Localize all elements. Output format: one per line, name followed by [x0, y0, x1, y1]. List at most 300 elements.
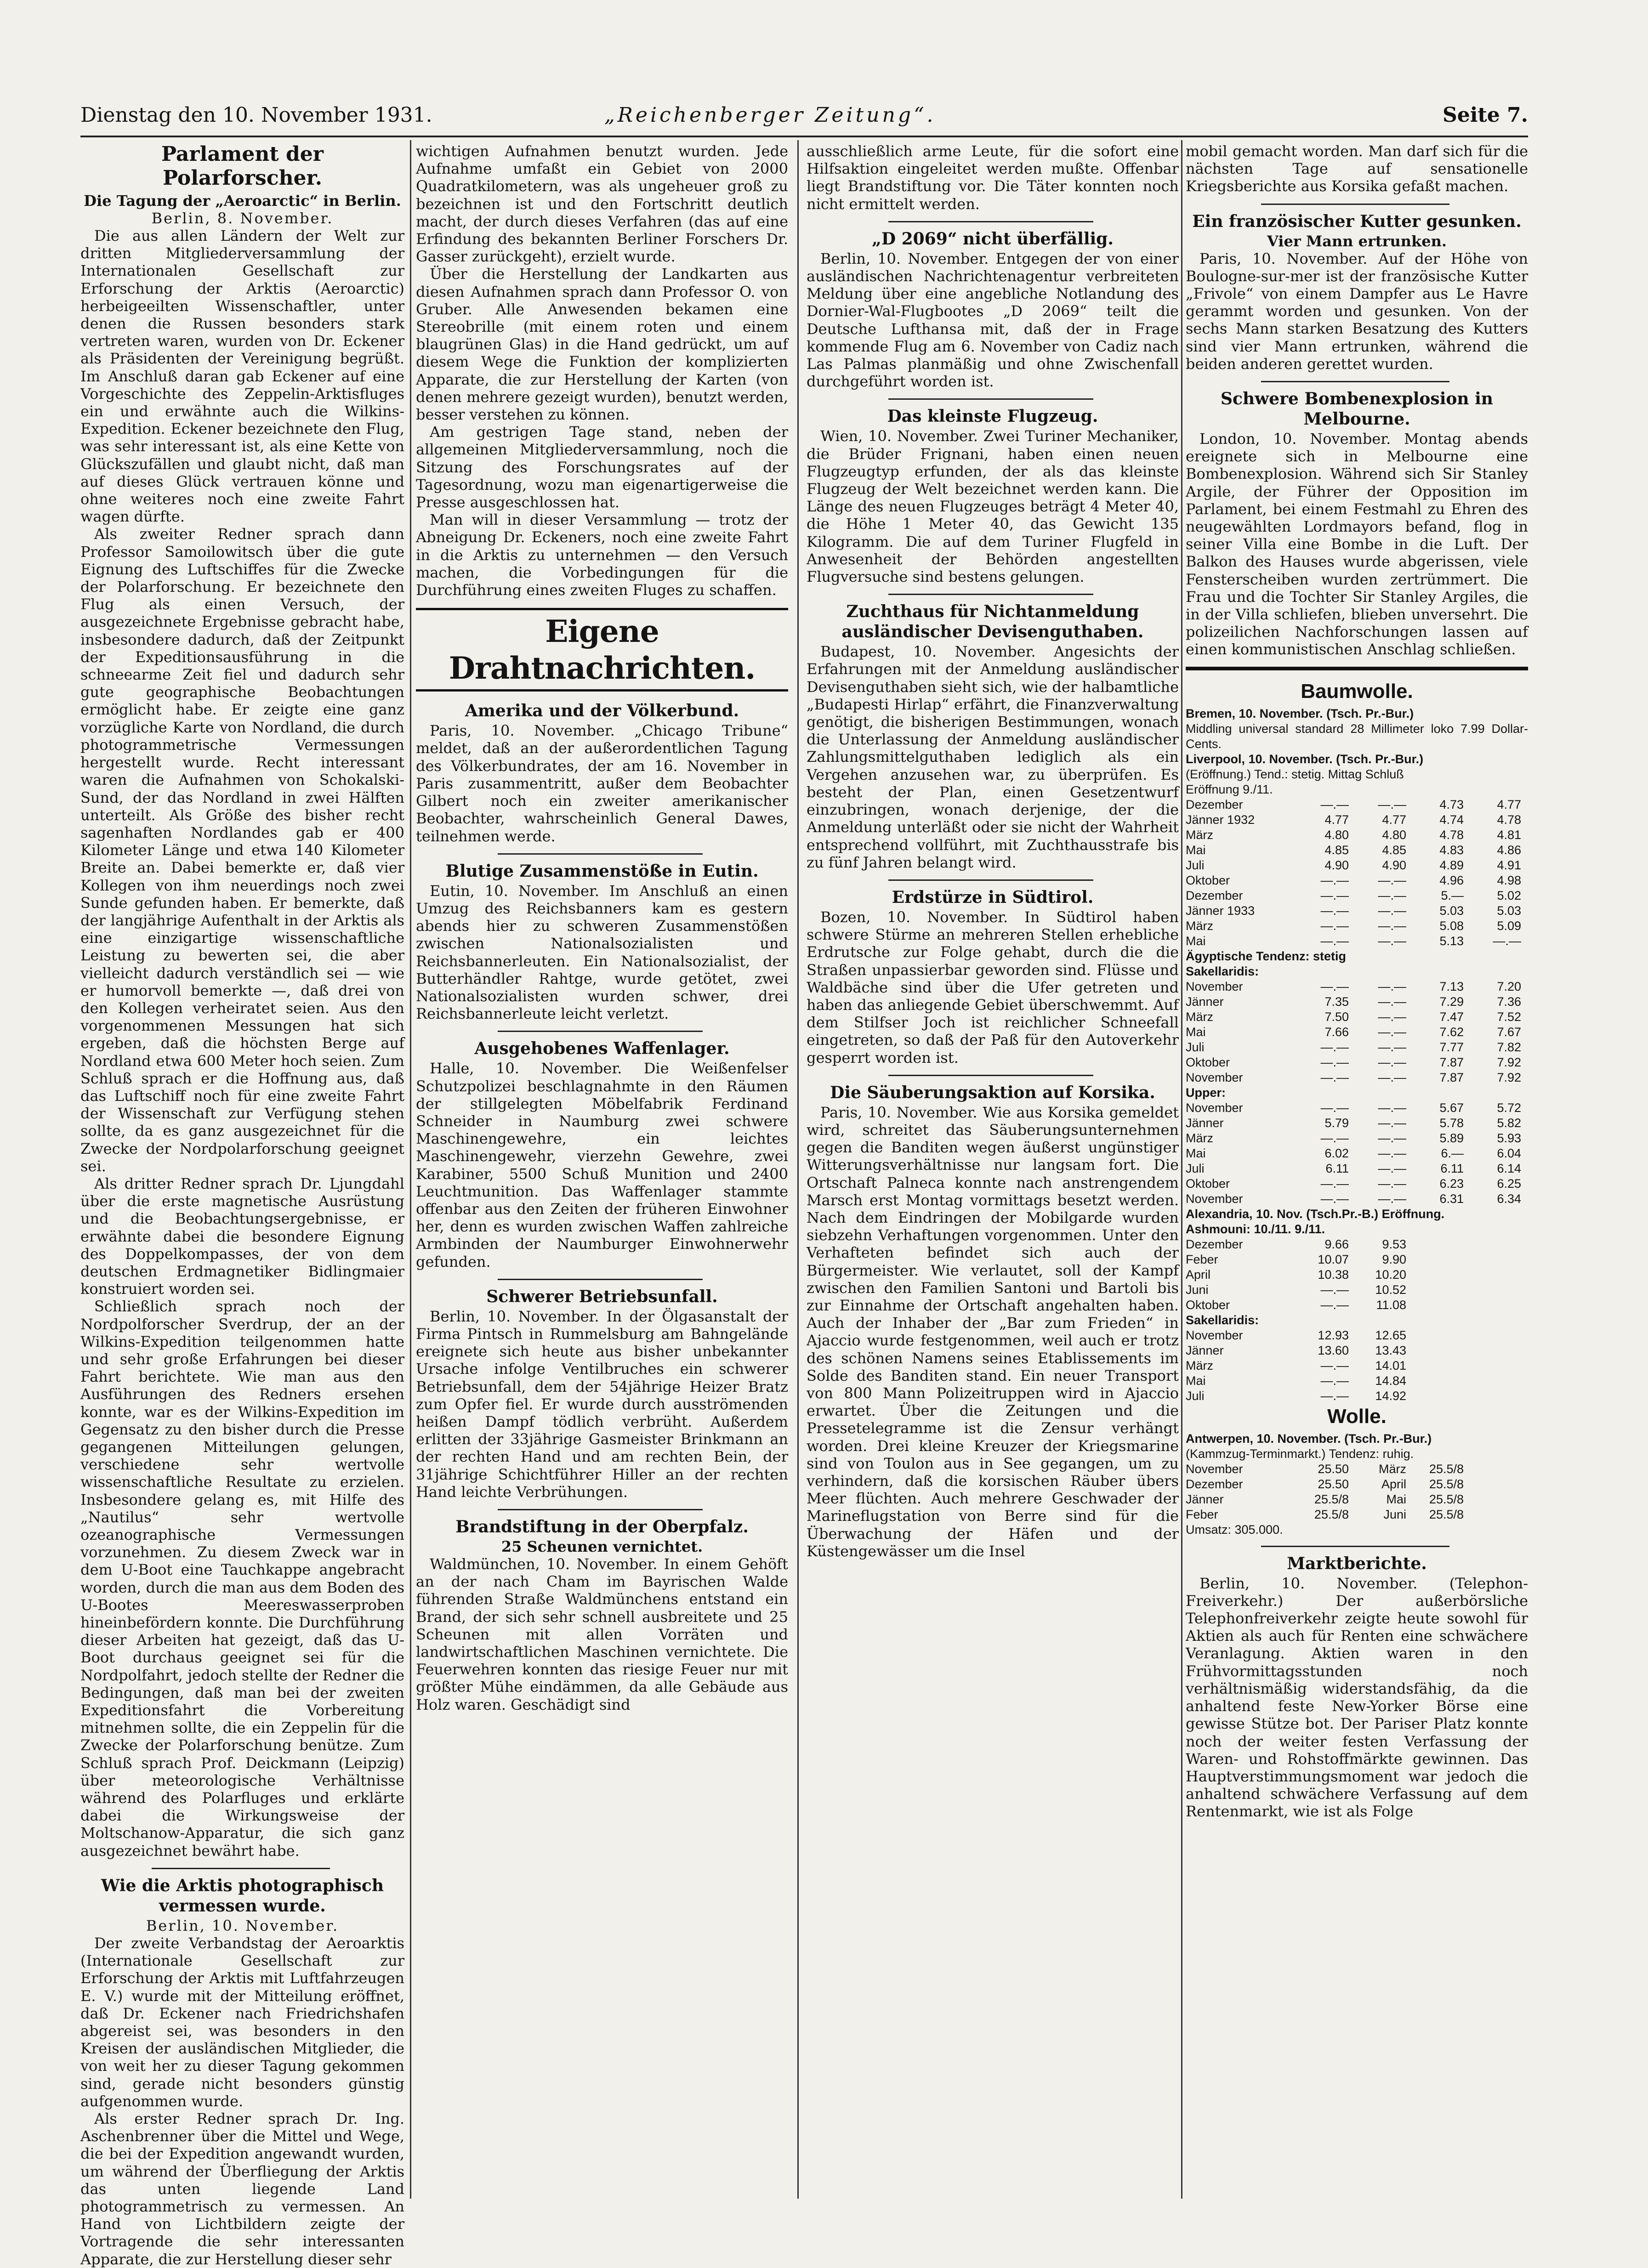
market-value: 14.01: [1375, 1358, 1406, 1372]
market-row: [1186, 1146, 1528, 1161]
market-month: Feber: [1186, 1507, 1218, 1521]
market-row: [1186, 828, 1528, 843]
market-value: 4.91: [1497, 858, 1521, 872]
article-paragraph: Schließlich sprach noch der Nordpolforscher Sverdrup, der an der Wilkins-Expedition teilgenommen hatte und sehr große Erfahrungen bei dieser Fahrt berichtete. Wie man aus den Ausführungen des Redners ersehen konnte, war es der Wilkins-Expedition im Gegensatz zu den bisher durch die Presse gegangenen Mitteilungen gelungen, verschiedene sehr wertvolle wissenschaftliche Resultate zu erzielen. Insbesondere gelang es, mit Hilfe des „Nautilus“ sehr wertvolle ozeanographische Vermessungen vorzunehmen. Zu diesem Zweck war in dem U-Boot eine Tauchkappe angebracht worden, durch die man aus dem Boden des U-Bootes Meereswasserproben hineinbefördern konnte. Die Durchführung dieser Arbeiten hat gezeigt, daß das U-Boot durchaus geeignet sei für die Nordpolfahrt, jedoch stellte der Redner die Bedingungen, daß man bei der zweiten Expeditionsfahrt die Vorbereitung mitnehmen sollte, die ein Zeppelin für die Zwecke der Polarforschung benütze. Zum Schluß sprach Prof. Deickmann (Leipzig) über meteorologische Verhältnisse während des Polarfluges und erklärte dabei die Wirkungsweise der Moltschanow-Apparatur, die sich ganz ausgezeichnet bewährt habe.: [80, 1298, 404, 1860]
separator-rule: [1261, 1546, 1449, 1547]
market-value: März: [1379, 1462, 1406, 1476]
market-month: Mai: [1186, 843, 1206, 857]
market-value: —.—: [1320, 888, 1349, 902]
separator-rule: [888, 398, 1093, 400]
cotton-market-report: [1186, 679, 1528, 1537]
market-value: 6.31: [1439, 1191, 1464, 1206]
market-value: —.—: [1378, 994, 1406, 1009]
market-month: März: [1186, 919, 1213, 933]
market-value: —.—: [1378, 1009, 1406, 1024]
market-month: November: [1186, 1462, 1243, 1476]
market-month: Mai: [1186, 1373, 1206, 1388]
article-title: Das kleinste Flugzeug.: [887, 407, 1098, 426]
market-row: [1186, 1492, 1528, 1507]
market-month: Mai: [1186, 1146, 1206, 1160]
market-value: 25.50: [1318, 1477, 1349, 1491]
column-1: [80, 142, 404, 2268]
market-value: 5.—: [1441, 888, 1464, 902]
market-month: Oktober: [1186, 1055, 1230, 1069]
market-month: Jänner 1932: [1186, 812, 1255, 827]
market-text: (Kammzug-Terminmarkt.) Tendenz: ruhig.: [1186, 1446, 1414, 1461]
market-value: 5.03: [1497, 903, 1521, 918]
market-value: 25.5/8: [1429, 1507, 1464, 1521]
market-month: Dezember: [1186, 1237, 1243, 1251]
article-title: Blutige Zusammenstöße in Eutin.: [445, 861, 759, 881]
market-value: Mai: [1386, 1492, 1406, 1506]
market-section: Sakellaridis:: [1186, 1313, 1259, 1327]
article-paragraph: Berlin, 10. November. In der Ölgasanstalt der Firma Pintsch in Rummelsburg am Bahngelände ereignete sich heute aus bisher unbekannter Ursache infolge Ventilbruches ein schwerer Betriebsunfall, dem der 54jährige Heizer Bratz zum Opfer fiel. Er wurde durch ausströmenden heißen Dampf tödlich verbrüht. Außerdem erlitten der 33jährige Gasmeister Brinkmann an der rechten Hand und am rechten Bein, der 31jährige Schichtführer Hiller an der rechten Hand leichte Verbrühungen.: [416, 1307, 788, 1501]
market-value: 7.52: [1497, 1009, 1521, 1024]
market-month: Oktober: [1186, 1176, 1230, 1191]
market-value: 4.89: [1439, 858, 1464, 872]
market-value: 6.34: [1497, 1191, 1521, 1206]
market-value: 7.50: [1324, 1009, 1349, 1024]
article-title: Ausgehobenes Waffenlager.: [474, 1039, 730, 1059]
header-page-number: Seite 7.: [1442, 103, 1528, 127]
market-value: —.—: [1320, 797, 1349, 811]
market-text: Middling universal standard 28 Millimeter loko 7.99 Dollar-Cents.: [1186, 721, 1528, 751]
market-value: 4.90: [1324, 858, 1349, 872]
market-source: Bremen, 10. November. (Tsch. Pr.-Bur.): [1186, 706, 1414, 720]
market-row: [1186, 1025, 1528, 1040]
market-value: —.—: [1378, 1070, 1406, 1084]
article-paragraph: Bozen, 10. November. In Südtirol haben schwere Stürme an mehreren Stellen erhebliche Erdrutsche zur Folge gehabt, durch die die Straßen unpassierbar geworden sind. Flüsse und Waldbäche sind über die Ufer getreten und haben das anliegende Gebiet überschwemmt. Auf dem Stilfser Joch ist reichlicher Schneefall eingetreten, so daß der Paß für den Autoverkehr gesperrt worden ist.: [807, 908, 1179, 1066]
market-month: November: [1186, 1191, 1243, 1206]
market-value: —.—: [1378, 1100, 1406, 1115]
article-dateline: Berlin, 10. November.: [146, 1916, 339, 1934]
market-value: April: [1381, 1477, 1406, 1491]
separator-rule: [498, 1509, 703, 1510]
column-divider: [1181, 140, 1182, 2199]
market-month: Dezember: [1186, 888, 1243, 902]
market-value: 25.5/8: [1429, 1492, 1464, 1506]
article-paragraph: Berlin, 10. November. (Telephon-Freiverkehr.) Der außerbörsliche Telephonfreiverkehr zeigte heute sowohl für Aktien als auch für Renten eine schwächere Veranlagung. Aktien waren in den Frühvormittagsstunden noch verhältnismäßig widerstandsfähig, da die anhaltend feste New-Yorker Börse eine gewisse Stütze bot. Der Pariser Platz konnte noch der weiter festen Verfassung der Waren- und Rohstoffmärkte gewinnen. Das Hauptverstimmungsmoment war jedoch die anhaltend schwächere Verfassung auf dem Rentenmarkt, wie ist als Folge: [1186, 1574, 1528, 1820]
article-paragraph: Paris, 10. November. Auf der Höhe von Boulogne-sur-mer ist der französische Kutter „Frivole“ von einem Dampfer aus Le Havre gerammt worden und gesunken. Von der sechs Mann starken Besatzung des Kutters sind vier Mann ertrunken, während die beiden anderen gerettet wurden.: [1186, 249, 1528, 373]
market-value: —.—: [1378, 1116, 1406, 1130]
market-value: 12.65: [1375, 1328, 1406, 1342]
market-month: Jänner 1933: [1186, 903, 1255, 918]
article-paragraph: ausschließlich arme Leute, für die sofort eine Hilfsaktion eingeleitet werden mußte. Offenbar liegt Brandstiftung vor. Die Täter konnten noch nicht ermittelt werden.: [807, 142, 1179, 213]
section-banner: [416, 608, 788, 692]
market-value: 4.81: [1497, 828, 1521, 842]
market-month: Mai: [1186, 934, 1206, 948]
market-row: [1186, 1252, 1528, 1267]
separator-rule: [498, 853, 703, 855]
market-value: 6.11: [1325, 1161, 1349, 1175]
article-paragraph: London, 10. November. Montag abends ereignete sich in Melbourne eine Bombenexplosion. Während sich Sir Stanley Argile, der Führer der Opposition im Parlament, bei einem Festmahl zu Ehren des neugewählten Lordmayors befand, flog in seiner Villa eine Bombe in die Luft. Der Balkon des Hauses wurde abgerissen, viele Fensterscheiben wurden zertrümmert. Die Frau und die Tochter Sir Stanley Argiles, die in der Villa schliefen, blieben unversehrt. Die polizeilichen Nachforschungen lassen auf einen kommunistischen Anschlag schließen.: [1186, 430, 1528, 658]
market-value: 5.82: [1497, 1116, 1521, 1130]
market-row: [1186, 1358, 1528, 1373]
market-value: —.—: [1320, 934, 1349, 948]
market-value: —.—: [1378, 1055, 1406, 1069]
market-value: 7.92: [1497, 1070, 1521, 1084]
market-value: 14.92: [1375, 1389, 1406, 1403]
market-month: Jänner: [1186, 1343, 1224, 1357]
article-paragraph: Am gestrigen Tage stand, neben der allgemeinen Mitgliederversammlung, noch die Sitzung des Forschungsrates auf der Tagesordnung, wozu man eigenartigerweise die Presse ausgeschlossen hat.: [416, 423, 788, 511]
market-value: 4.78: [1497, 812, 1521, 827]
article-paragraph: Als dritter Redner sprach Dr. Ljungdahl über die erste magnetische Ausrüstung und die Beobachtungsergebnisse, er erwähnte dabei die besondere Eignung des Doppelkompasses, der von dem deutschen Erdmagnetiker Bidlingmaier konstruiert worden sei.: [80, 1174, 404, 1298]
article-paragraph: Berlin, 10. November. Entgegen der von einer ausländischen Nachrichtenagentur verbreiteten Meldung über eine angebliche Notlandung des Dornier-Wal-Flugbootes „D 2069“ teilt die Deutsche Lufthansa mit, daß der in Frage kommende Flug am 6. November von Cadiz nach Las Palmas planmäßig und ohne Zwischenfall durchgeführt worden ist.: [807, 249, 1179, 391]
separator-rule: [498, 1279, 703, 1280]
market-value: 25.5/8: [1314, 1507, 1349, 1521]
market-value: 5.67: [1439, 1100, 1464, 1115]
market-month: Juli: [1186, 858, 1205, 872]
market-value: 14.84: [1375, 1373, 1406, 1388]
market-month: April: [1186, 1267, 1211, 1281]
market-value: 13.43: [1375, 1343, 1406, 1357]
market-row: [1186, 1176, 1528, 1191]
market-value: 6.02: [1324, 1146, 1349, 1160]
ashmouni-table: [1186, 1237, 1528, 1313]
market-value: —.—: [1320, 1055, 1349, 1069]
article-paragraph: Budapest, 10. November. Angesichts der Erfahrungen mit der Anmeldung ausländischer Devisenguthaben sieht sich, wie der halbamtliche „Budapesti Hirlap“ erfährt, die Finanzverwaltung genötigt, die bisherigen Bestimmungen, wonach die Unterlassung der Anmeldung ausländischer Zahlungsmittelguthaben lediglich als ein Vergehen anzusehen war, zu überprüfen. Es besteht der Plan, einen Gesetzentwurf einzubringen, wonach derjenige, der die Anmeldung unterläßt oder sie nicht der Wahrheit entsprechend vollführt, mit Zuchthausstrafe bis zu fünf Jahren belangt wird.: [807, 643, 1179, 871]
market-row: [1186, 1328, 1528, 1343]
market-row: [1186, 1070, 1528, 1085]
market-value: —.—: [1320, 919, 1349, 933]
market-row: [1186, 1282, 1528, 1298]
market-row: [1186, 919, 1528, 934]
header-date: Dienstag den 10. November 1931.: [80, 103, 432, 127]
market-value: —.—: [1320, 1373, 1349, 1388]
market-value: 4.85: [1382, 843, 1406, 857]
wool-table: [1186, 1462, 1528, 1522]
article-paragraph: Waldmünchen, 10. November. In einem Gehöft an der nach Cham im Bayrischen Walde führenden Straße Waldmünchens entstand ein Brand, der sich sehr schnell ausbreitete und 25 Scheunen mit allen Vorräten und landwirtschaftlichen Maschinen vernichtete. Die Feuerwehren konnten das riesige Feuer nur mit größter Mühe eindämmen, da alle Gebäude aus Holz waren. Geschädigt sind: [416, 1555, 788, 1713]
market-value: 4.77: [1324, 812, 1349, 827]
market-month: Oktober: [1186, 873, 1230, 887]
market-value: 13.60: [1318, 1343, 1349, 1357]
market-value: 4.77: [1382, 812, 1406, 827]
market-row: [1186, 858, 1528, 873]
market-value: 7.67: [1497, 1025, 1521, 1039]
market-row: [1186, 934, 1528, 949]
separator-rule: [498, 1031, 703, 1032]
market-month: Jänner: [1186, 1116, 1224, 1130]
market-value: 25.5/8: [1429, 1462, 1464, 1476]
market-month: März: [1186, 1009, 1213, 1024]
market-source: Antwerpen, 10. November. (Tsch. Pr.-Bur.): [1186, 1431, 1432, 1446]
market-month: Jänner: [1186, 1492, 1224, 1506]
article-title: Marktberichte.: [1287, 1554, 1427, 1573]
upper-table: [1186, 1100, 1528, 1207]
separator-rule: [888, 879, 1093, 881]
market-value: 7.29: [1439, 994, 1464, 1009]
market-value: —.—: [1378, 797, 1406, 811]
market-value: 7.66: [1324, 1025, 1349, 1039]
market-title: Wolle.: [1327, 1405, 1387, 1428]
market-value: 10.07: [1318, 1252, 1349, 1266]
market-columns: Eröffnung 9./11.: [1186, 782, 1273, 796]
market-row: [1186, 1191, 1528, 1207]
market-row: [1186, 1040, 1528, 1055]
article-title: Wie die Arktis photographisch vermessen wurde.: [101, 1876, 384, 1916]
market-month: März: [1186, 1131, 1213, 1145]
market-month: Feber: [1186, 1252, 1218, 1266]
market-value: 5.72: [1497, 1100, 1521, 1115]
market-month: November: [1186, 1070, 1243, 1084]
market-value: —.—: [1378, 919, 1406, 933]
market-title: Baumwolle.: [1301, 680, 1413, 703]
market-row: [1186, 1161, 1528, 1176]
article-dateline: Berlin, 8. November.: [151, 210, 334, 227]
market-value: 7.35: [1324, 994, 1349, 1009]
market-value: 6.11: [1440, 1161, 1464, 1175]
market-row: [1186, 812, 1528, 828]
separator-rule: [1261, 204, 1449, 205]
market-month: Dezember: [1186, 797, 1243, 811]
header-paper-name: „Reichenberger Zeitung“.: [604, 103, 936, 127]
market-value: 5.89: [1439, 1131, 1464, 1145]
market-row: [1186, 979, 1528, 994]
article-paragraph: Als erster Redner sprach Dr. Ing. Aschenbrenner über die Mittel und Wege, die bei der Expedition angewandt wurden, um während der Überfliegung der Arktis das unten liegende Land photogrammetrisch zu vermessen. An Hand von Lichtbildern zeigte der Vortragende die sehr interessanten Apparate, die zur Herstellung dieser sehr: [80, 2109, 404, 2268]
market-value: 7.87: [1439, 1070, 1464, 1084]
article-title: Brandstiftung in der Oberpfalz.: [455, 1517, 749, 1537]
market-value: 5.13: [1439, 934, 1464, 948]
article-title: Zuchthaus für Nichtanmeldung ausländischer Devisenguthaben.: [841, 602, 1144, 642]
market-value: —.—: [1378, 1191, 1406, 1206]
separator-rule: [888, 221, 1093, 222]
market-row: [1186, 843, 1528, 858]
market-row: [1186, 1100, 1528, 1116]
market-row: [1186, 1373, 1528, 1389]
market-value: 5.08: [1439, 919, 1464, 933]
market-value: 7.20: [1497, 979, 1521, 993]
market-value: 10.52: [1375, 1282, 1406, 1297]
article-title: Ein französischer Kutter gesunken.: [1192, 211, 1522, 231]
market-value: 5.03: [1439, 903, 1464, 918]
market-value: 10.20: [1375, 1267, 1406, 1281]
market-value: —.—: [1378, 1040, 1406, 1054]
liverpool-table: [1186, 797, 1528, 949]
market-value: 12.93: [1318, 1328, 1349, 1342]
sakellaridis-alex-table: [1186, 1328, 1528, 1404]
article-subtitle: Vier Mann ertrunken.: [1267, 232, 1447, 250]
market-value: 6.25: [1497, 1176, 1521, 1191]
market-value: 7.36: [1497, 994, 1521, 1009]
column-3: [807, 142, 1179, 2196]
market-value: 7.87: [1439, 1055, 1464, 1069]
market-value: —.—: [1320, 1131, 1349, 1145]
market-value: —.—: [1320, 979, 1349, 993]
market-value: 5.02: [1497, 888, 1521, 902]
market-value: 9.53: [1382, 1237, 1406, 1251]
article-title: Die Säuberungsaktion auf Korsika.: [830, 1083, 1155, 1102]
market-value: —.—: [1378, 934, 1406, 948]
market-value: Juni: [1383, 1507, 1406, 1521]
market-row: [1186, 1507, 1528, 1522]
separator-rule: [888, 594, 1093, 595]
market-value: 4.77: [1497, 797, 1521, 811]
market-month: Juli: [1186, 1161, 1205, 1175]
article-paragraph: Die aus allen Ländern der Welt zur dritten Mitgliederversammlung der Internationalen Gesellschaft zur Erforschung der Arktis (Aeroarctic) herbeigeeilten Wissenschaftler, unter denen die Russen besonders stark vertreten waren, wurden von Dr. Eckener als Präsidenten der Vereinigung begrüßt. Im Anschluß daran gab Eckener auf eine Vorgeschichte des Zeppelin-Arktisfluges ein und erwähnte auch die Wilkins-Expedition. Eckener bezeichnete den Flug, was sehr interessant ist, als eine Kette von Glückszufällen und glaubt nicht, daß man auf dieses Glück vertrauen könne und ohne weiteres noch eine zweite Fahrt wagen dürfte.: [80, 227, 404, 526]
market-value: 7.77: [1439, 1040, 1464, 1054]
market-value: 9.90: [1382, 1252, 1406, 1266]
market-month: November: [1186, 979, 1243, 993]
market-value: —.—: [1320, 1040, 1349, 1054]
market-value: 5.79: [1324, 1116, 1349, 1130]
market-value: —.—: [1320, 1191, 1349, 1206]
market-value: 11.08: [1376, 1298, 1406, 1312]
article-title: Schwerer Betriebsunfall.: [486, 1287, 718, 1306]
market-value: —.—: [1320, 873, 1349, 887]
market-value: 7.47: [1439, 1009, 1464, 1024]
market-month: Dezember: [1186, 1477, 1243, 1491]
section-rule: [1186, 667, 1528, 670]
market-value: 5.09: [1497, 919, 1521, 933]
article-paragraph: Eutin, 10. November. Im Anschluß an einen Umzug des Reichsbanners kam es gestern abends hier zu schweren Zusammenstößen zwischen Nationalsozialisten und Reichsbannerleuten. Ein Nationalsozialist, der Butterhändler Rahtge, wurde getötet, zwei Nationalsozialisten wurden schwer, drei Reichsbannerleute leicht verletzt.: [416, 882, 788, 1023]
market-value: —.—: [1320, 1358, 1349, 1372]
separator-rule: [888, 1075, 1093, 1076]
market-value: 7.92: [1497, 1055, 1521, 1069]
market-value: —.—: [1320, 1298, 1349, 1312]
market-source: Alexandria, 10. Nov. (Tsch.Pr.-B.) Eröffnung.: [1186, 1207, 1445, 1221]
article-paragraph: Der zweite Verbandstag der Aeroarktis (Internationale Gesellschaft zur Erforschung der Arktis mit Luftfahrzeugen E. V.) wurde mit der Mitteilung eröffnet, daß Dr. Eckener nach Friedrichshafen abgereist sei, was besonders in den Kreisen der ausländischen Mitglieder, die von weit her zu dieser Tagung gekommen sind, gerade nicht besonders günstig aufgenommen wurde.: [80, 1934, 404, 2110]
section-title: Eigene Drahtnachrichten.: [449, 613, 756, 686]
article-paragraph: Als zweiter Redner sprach dann Professor Samoilowitsch über die gute Eignung des Luftschiffes für die Zwecke der Polarforschung. Er bezeichnete den Flug als einen Versuch, der ausgezeichnete Ergebnisse gebracht habe, insbesondere dadurch, daß der Zeitpunkt der Expeditionsausführung in die schneearme Zeit fiel und dadurch sehr gute geographische Beobachtungen ermöglicht habe. Er zeigte eine ganz vorzügliche Karte von Nordland, die durch photogrammetrische Vermessungen hergestellt wurde. Recht interessant waren die Aufnahmen von Schokalski-Sund, der das Nordland in zwei Hälften unterteilt. Als Größe des bisher recht sagenhaften Nordlandes gab er 400 Kilometer Länge und etwa 140 Kilometer Breite an. Dabei bemerkte er, daß vier Kollegen von ihm neuerdings noch zwei Sunde gefunden haben. Er bemerkte, daß der langjährige Aufenthalt in der Arktis als eine einzigartige wissenschaftliche Leistung zu bewerten sei, die aber vielleicht dadurch verständlich sei — wie er humorvoll bemerkte —, daß drei von den Kollegen verheiratet seien. Aus den vorgenommenen Messungen hat sich ergeben, daß die höchsten Berge auf Nordland etwa 600 Meter hoch seien. Zum Schluß sprach er die Hoffnung aus, daß das Luftschiff noch für eine zweite Fahrt der Wissenschaft zur Verfügung stehen sollte, da es ganz ausgezeichnet für die Zwecke der Nordpolarforschung geeignet sei.: [80, 525, 404, 1175]
market-row: [1186, 1009, 1528, 1025]
article-paragraph: Paris, 10. November. Wie aus Korsika gemeldet wird, schreitet das Säuberungsunternehmen gegen die Banditen wegen äußerst ungünstiger Witterungsverhältnisse nur langsam fort. Die Ortschaft Palneca konnte nach anstrengendem Marsch erst Montag vormittags besetzt werden. Nach dem Eindringen der Mobilgarde wurden siebzehn Verhaftungen vorgenommen. Unter den Verhafteten befindet sich auch der Bürgermeister. Wie verlautet, soll der Kampf zwischen den Familien Santoni und Bartoli bis zur Einnahme der Ortschaft angehalten haben. Auch der Inhaber der „Bar zum Frieden“ in Ajaccio wurde festgenommen, weil auch er trotz des schönen Namens seines Etablissements im Solde des Banditen stand. Ein neuer Transport von 800 Mann Polizeitruppen wird in Ajaccio erwartet. Über die Zeitungen und die Pressetelegramme ist die Zensur verhängt worden. Drei kleine Kreuzer der Kriegsmarine sind von Toulon aus in See gegangen, um zu verhindern, daß die korsischen Räuber übers Meer flüchten. Auch mehrere Geschwader der Marineflugstation von Berre sind für die Überwachung der Häfen und der Küstengewässer um die Insel: [807, 1103, 1179, 1560]
market-value: 4.86: [1497, 843, 1521, 857]
market-month: Jänner: [1186, 994, 1224, 1009]
market-value: —.—: [1378, 903, 1406, 918]
header-rule: [80, 136, 1528, 137]
article-subtitle: 25 Scheunen vernichtet.: [501, 1538, 703, 1555]
market-row: [1186, 1131, 1528, 1146]
market-section: Ashmouni: 10./11. 9./11.: [1186, 1222, 1325, 1236]
article-paragraph: Wien, 10. November. Zwei Turiner Mechaniker, die Brüder Frignani, haben einen neuen Flugzeugtyp erfunden, der als das kleinste Flugzeug der Welt bezeichnet werden kann. Die Länge des neuen Flugzeuges beträgt 4 Meter 40, die Höhe 1 Meter 40, das Gewicht 135 Kilogramm. Die auf dem Turiner Flugfeld in Anwesenheit der Behörden angestellten Flugversuche sind bestens gelungen.: [807, 427, 1179, 586]
market-row: [1186, 994, 1528, 1009]
article-title: Schwere Bombenexplosion in Melbourne.: [1221, 389, 1493, 429]
market-month: Juli: [1186, 1040, 1205, 1054]
separator-rule: [152, 1868, 330, 1869]
market-row: [1186, 888, 1528, 903]
market-value: —.—: [1378, 1176, 1406, 1191]
market-value: —.—: [1378, 1025, 1406, 1039]
market-value: —.—: [1320, 1282, 1349, 1297]
market-value: —.—: [1378, 873, 1406, 887]
market-value: 25.5/8: [1429, 1477, 1464, 1491]
market-value: 4.78: [1439, 828, 1464, 842]
market-row: [1186, 1267, 1528, 1282]
article-paragraph: mobil gemacht worden. Man darf sich für die nächsten Tage auf sensationelle Kriegsberichte aus Korsika gefaßt machen.: [1186, 142, 1528, 195]
market-source: Liverpool, 10. November. (Tsch. Pr.-Bur.): [1186, 752, 1424, 766]
market-row: [1186, 1237, 1528, 1252]
market-value: 25.50: [1318, 1462, 1349, 1476]
article-paragraph: Halle, 10. November. Die Weißenfelser Schutzpolizei beschlagnahmte in den Räumen der stillgelegten Möbelfabrik Ferdinand Schneider in Naumburg zwei schwere Maschinengewehre, ein leichtes Maschinengewehr, vierzehn Gewehre, zwei Karabiner, 5500 Schuß Munition und 2400 Leuchtmunition. Das Waffenlager stammte offenbar aus den Zeiten der früheren Einwohner her, denn es wurden zwischen Waffen zahlreiche Armbinden der Naumburger Einwohnerwehr gefunden.: [416, 1060, 788, 1270]
market-month: Juni: [1186, 1282, 1209, 1297]
market-month: März: [1186, 828, 1213, 842]
article-subtitle: Die Tagung der „Aeroarctic“ in Berlin.: [84, 192, 401, 210]
market-row: [1186, 1477, 1528, 1492]
market-row: [1186, 903, 1528, 919]
market-row: [1186, 1462, 1528, 1477]
market-text: Umsatz: 305.000.: [1186, 1522, 1283, 1537]
market-row: [1186, 1298, 1528, 1313]
market-value: 4.83: [1439, 843, 1464, 857]
market-value: 9.66: [1324, 1237, 1349, 1251]
market-value: —.—: [1320, 903, 1349, 918]
market-row: [1186, 1343, 1528, 1358]
market-value: 4.80: [1382, 828, 1406, 842]
article-title: Amerika und der Völkerbund.: [465, 701, 739, 721]
market-value: 5.93: [1497, 1131, 1521, 1145]
market-value: 7.13: [1439, 979, 1464, 993]
market-value: 4.74: [1439, 812, 1464, 827]
market-value: —.—: [1378, 1146, 1406, 1160]
article-paragraph: Paris, 10. November. „Chicago Tribune“ meldet, daß an der außerordentlichen Tagung des Völkerbundrates, der am 16. November in Paris zusammentritt, außer dem Beobachter Gilbert noch ein zweiter amerikanischer Beobachter, wahrscheinlich General Dawes, teilnehmen werde.: [416, 722, 788, 845]
market-month: Oktober: [1186, 1298, 1230, 1312]
market-source: Ägyptische Tendenz: stetig: [1186, 949, 1347, 963]
market-value: —.—: [1320, 1176, 1349, 1191]
market-value: 10.38: [1318, 1267, 1349, 1281]
market-row: [1186, 1055, 1528, 1070]
market-value: 4.96: [1439, 873, 1464, 887]
market-value: 6.14: [1497, 1161, 1521, 1175]
article-title: Parlament der Polarforscher.: [161, 142, 324, 190]
market-section: Sakellaridis:: [1186, 964, 1259, 978]
market-value: 4.80: [1324, 828, 1349, 842]
sakellaridis-table: [1186, 979, 1528, 1085]
column-divider: [797, 140, 799, 2199]
market-month: Mai: [1186, 1025, 1206, 1039]
market-value: 6.23: [1439, 1176, 1464, 1191]
page-header: [80, 103, 1528, 136]
market-value: 4.98: [1497, 873, 1521, 887]
market-value: 4.73: [1439, 797, 1464, 811]
separator-rule: [1261, 381, 1449, 382]
market-row: [1186, 797, 1528, 812]
column-2: [416, 142, 788, 2196]
market-value: 7.82: [1497, 1040, 1521, 1054]
article-paragraph: Über die Herstellung der Landkarten aus diesen Aufnahmen sprach dann Professor O. von Gruber. Alle Anwesenden bekamen eine Stereobrille (mit einem roten und einem blaugrünen Glas) in die Hand gedrückt, um auf diesem Wege die Funktion der komplizierten Apparate, die zur Herstellung der Karten (von denen mehrere gezeigt wurden), benutzt werden, besser verstehen zu können.: [416, 265, 788, 424]
market-value: —.—: [1378, 1161, 1406, 1175]
market-value: —.—: [1320, 1100, 1349, 1115]
column-divider: [410, 140, 411, 2199]
market-value: 7.62: [1439, 1025, 1464, 1039]
market-month: März: [1186, 1358, 1213, 1372]
column-4: [1186, 142, 1528, 2196]
market-row: [1186, 1389, 1528, 1404]
article-paragraph: Man will in dieser Versammlung — trotz der Abneigung Dr. Eckeners, noch eine zweite Fahrt in die Arktis zu unternehmen — den Versuch machen, die Vorbedingungen für die Durchführung eines zweiten Fluges zu schaffen.: [416, 511, 788, 599]
market-value: —.—: [1378, 979, 1406, 993]
market-value: —.—: [1320, 1389, 1349, 1403]
market-value: 6.04: [1497, 1146, 1521, 1160]
article-paragraph: wichtigen Aufnahmen benutzt wurden. Jede Aufnahme umfaßt ein Gebiet von 2000 Quadratkilometern, was als ungeheuer groß zu bezeichnen ist und den Fortschritt deutlich macht, der durch dieses Verfahren (das auf eine Erfindung des bekannten Berliner Forschers Dr. Gasser zurückgeht), erzielt wurde.: [416, 142, 788, 266]
market-value: —.—: [1378, 1131, 1406, 1145]
market-value: 4.90: [1382, 858, 1406, 872]
market-month: November: [1186, 1328, 1243, 1342]
market-month: November: [1186, 1100, 1243, 1115]
market-row: [1186, 1116, 1528, 1131]
market-value: 25.5/8: [1314, 1492, 1349, 1506]
market-value: —.—: [1378, 888, 1406, 902]
article-title: „D 2069“ nicht überfällig.: [872, 229, 1114, 249]
market-section: Upper:: [1186, 1085, 1226, 1100]
market-value: 5.78: [1439, 1116, 1464, 1130]
market-month: Juli: [1186, 1389, 1205, 1403]
article-title: Erdstürze in Südtirol.: [892, 887, 1094, 907]
market-value: 4.85: [1324, 843, 1349, 857]
market-value: 6.—: [1441, 1146, 1464, 1160]
market-value: —.—: [1320, 1070, 1349, 1084]
market-columns: (Eröffnung.) Tend.: stetig. Mittag Schluß: [1186, 767, 1404, 781]
market-value: —.—: [1493, 934, 1521, 948]
market-row: [1186, 873, 1528, 888]
